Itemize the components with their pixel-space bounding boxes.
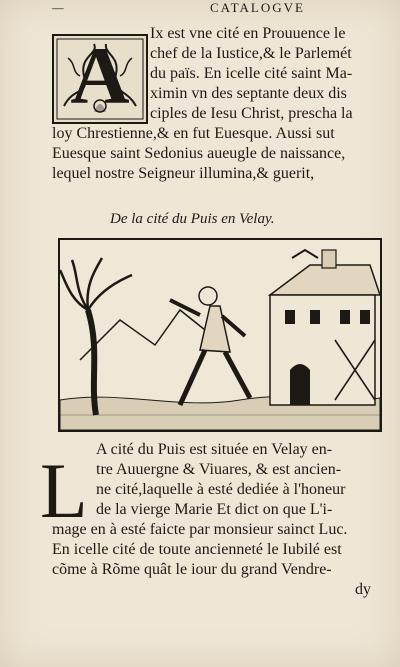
drop-cap-l: L (40, 447, 88, 534)
running-head-title: CATALOGVE (210, 0, 305, 15)
p2-line-7: cõme à Rõme quât le iour du grand Vendre- (52, 561, 332, 578)
p2-line-8: dy (355, 581, 371, 598)
p1-line-8: lequel nostre Seigneur illumina,& guerit, (52, 165, 315, 182)
woodcut-illustration (58, 238, 382, 432)
p1-line-3: du païs. En icelle cité saint Ma- (150, 65, 353, 82)
p2-line-6: En icelle cité de toute ancienneté le Iubilé est (52, 541, 342, 558)
p2-line-4: de la vierge Marie Et dict on que L'i- (96, 501, 333, 518)
p2-line-1: A cité du Puis est située en Velay en- (96, 441, 333, 458)
p2-line-3: ne cité,laquelle à esté dediée à l'honeur (96, 481, 346, 498)
p1-line-6: loy Chrestienne,& en fut Euesque. Aussi sut (52, 125, 335, 142)
woodcut-scene-icon (60, 240, 380, 430)
running-head-fragment: — (52, 0, 66, 15)
p1-line-7: Euesque saint Sedonius aueugle de naissance, (52, 145, 346, 162)
p2-line-5: mage en à esté faicte par monsieur sainct Luc. (52, 521, 348, 538)
p1-line-1: Ix est vne cité en Prouuence le (150, 25, 346, 42)
p1-line-4: ximin vn des septante deux dis (150, 85, 347, 102)
p1-line-5: ciples de Iesu Christ, prescha la (150, 105, 353, 122)
p2-line-2: tre Auuergne & Viuares, & est ancien- (96, 461, 342, 478)
decorated-initial-a (52, 30, 148, 124)
section-heading: De la cité du Puis en Velay. (110, 211, 275, 227)
p1-line-2: chef de la Iustice,& le Parlemét (150, 45, 352, 62)
running-head (0, 0, 400, 18)
drop-cap-a: A (70, 30, 130, 121)
